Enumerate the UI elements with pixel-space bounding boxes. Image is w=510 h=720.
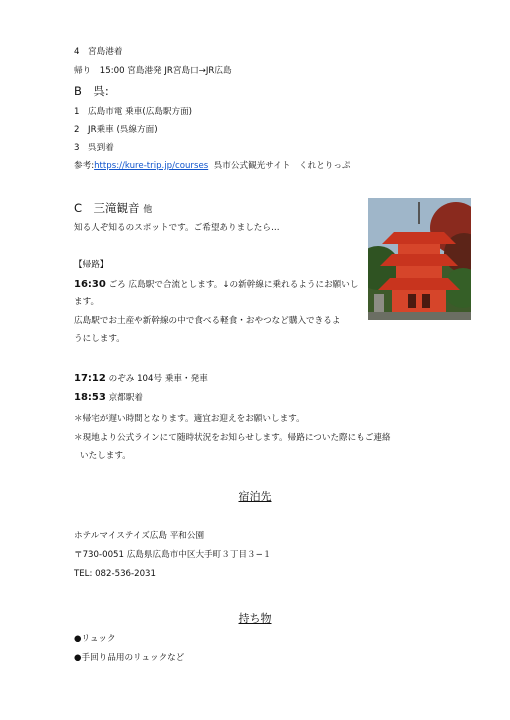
- kure-trip-link[interactable]: https://kure-trip.jp/courses: [94, 161, 209, 171]
- train-departure-text: のぞみ 104号 乗車・発車: [108, 374, 208, 384]
- reference-description: 呉市公式観光サイト くれとりっぷ: [213, 161, 351, 171]
- lodging-title: [0, 490, 510, 504]
- route-b-step-3: 3 呉到着: [74, 143, 114, 153]
- return-time-3: 18:53: [74, 392, 106, 403]
- note-2: ＊現地より公式ラインにて随時状況をお知らせします。帰路についた際にもご連絡: [74, 433, 391, 443]
- pagoda-image: [368, 198, 471, 320]
- train-arrival: [74, 392, 143, 404]
- return-line-3: 広島駅でお土産や新幹線の中で食べる軽食・おやつなど購入できるよ: [74, 316, 341, 326]
- route-c-description: 知る人ぞ知るのスポットです。ご希望ありましたら…: [74, 223, 280, 233]
- return-label: 【帰路】: [74, 260, 109, 270]
- hotel-address: 〒730-0051 広島県広島市中区大手町３丁目３−１: [74, 550, 272, 560]
- return-time-1: 16:30: [74, 279, 106, 290]
- route-a-return: 帰り 15:00 宮島港発 JR宮島口→JR広島: [74, 66, 232, 76]
- route-b-heading: B 呉:: [74, 84, 109, 98]
- reference-line: [74, 161, 351, 172]
- hotel-name: ホテルマイステイズ広島 平和公園: [74, 531, 205, 541]
- belonging-item: ●リュック: [74, 634, 116, 644]
- train-arrival-text: 京都駅着: [108, 393, 143, 403]
- route-a-step-4: 4 宮島港着: [74, 47, 123, 57]
- return-line-2: ます。: [74, 297, 100, 307]
- belongings-title-text: 持ち物: [238, 612, 272, 625]
- reference-label: 参考:: [74, 161, 95, 171]
- hotel-tel: TEL: 082-536-2031: [74, 569, 156, 579]
- return-text-1: ごろ 広島駅で合流とします。↓の新幹線に乗れるようにお願いし: [108, 280, 359, 290]
- belongings-title: [0, 612, 510, 626]
- note-1: ＊帰宅が遅い時間となります。適宜お迎えをお願いします。: [74, 414, 305, 424]
- route-c-heading: [74, 201, 152, 217]
- return-line-4: うにします。: [74, 334, 125, 344]
- pagoda-photo: [368, 198, 471, 320]
- lodging-title-text: 宿泊先: [238, 490, 272, 503]
- return-line-1: [74, 279, 358, 291]
- route-c-heading-sub: 他: [143, 205, 153, 215]
- route-c-heading-main: C 三滝観音: [74, 201, 140, 215]
- route-b-step-1: 1 広島市電 乗車(広島駅方面): [74, 107, 193, 117]
- note-3: いたします。: [80, 451, 131, 461]
- return-time-2: 17:12: [74, 373, 106, 384]
- train-departure: [74, 373, 208, 385]
- route-b-step-2: 2 JR乗車 (呉線方面): [74, 125, 158, 135]
- belonging-item: ●手回り品用のリュックなど: [74, 653, 185, 663]
